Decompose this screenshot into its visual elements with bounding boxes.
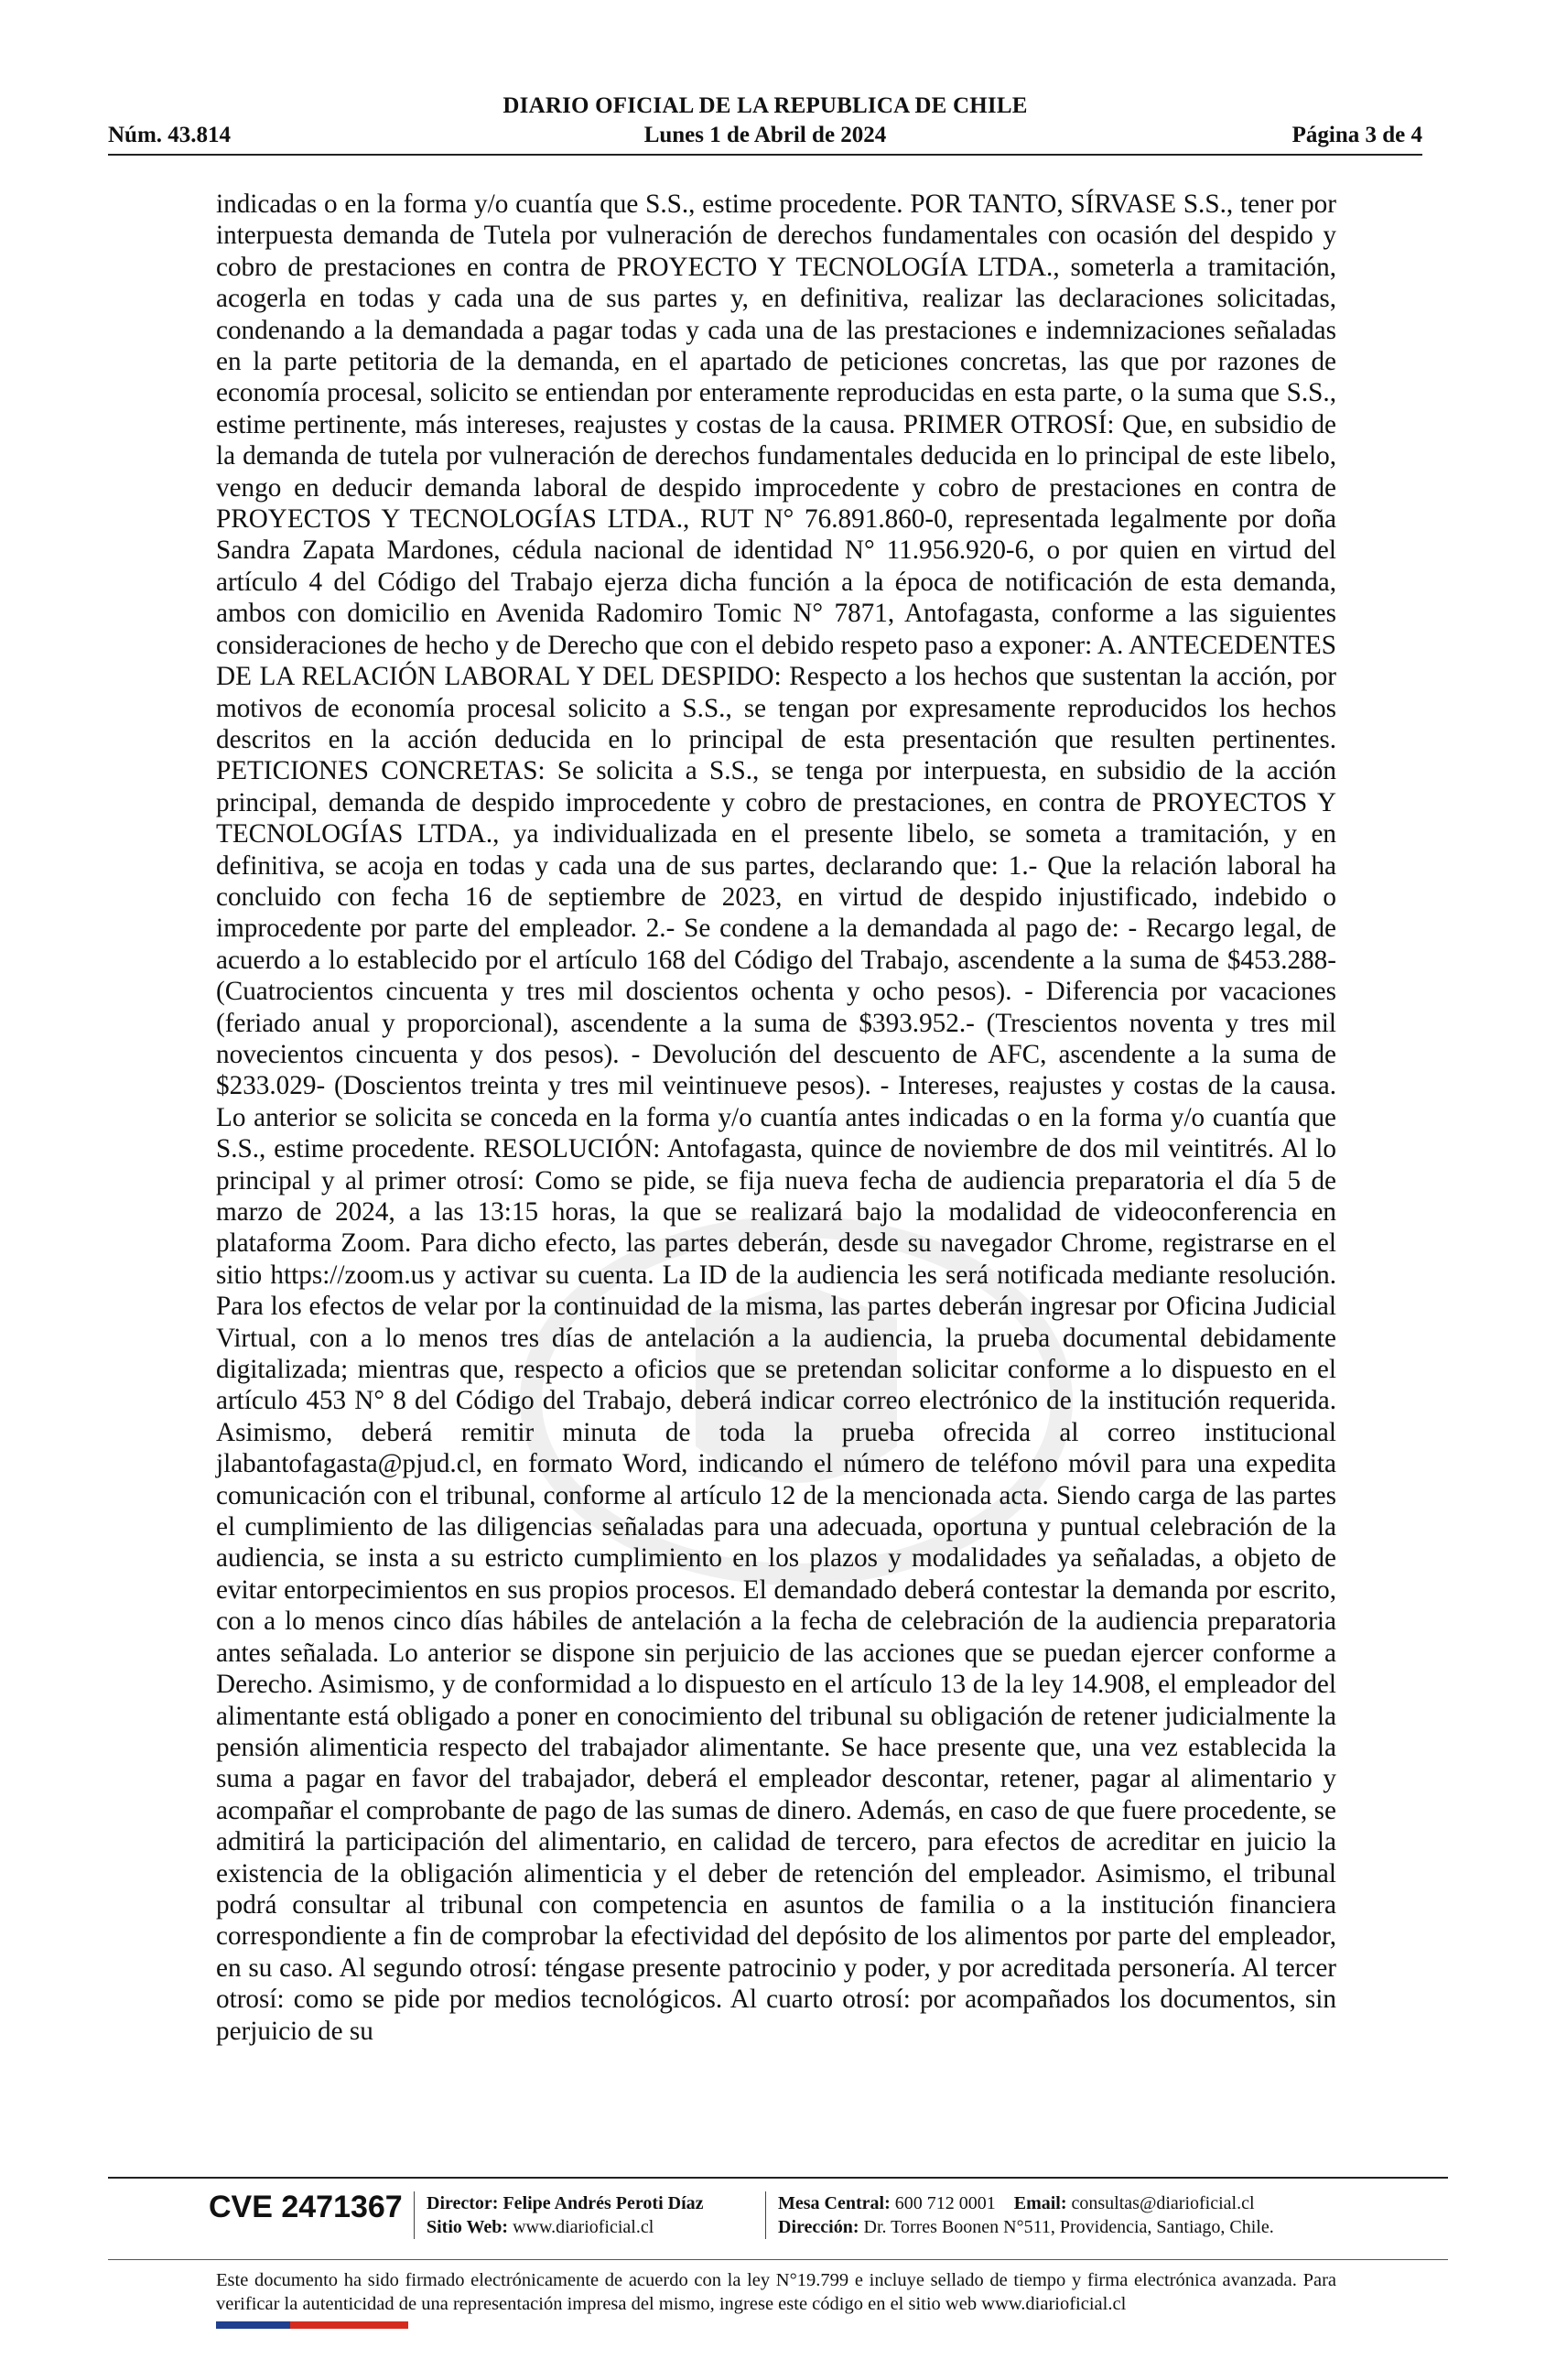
- issue-date: Lunes 1 de Abril de 2024: [643, 123, 887, 147]
- page-header: [108, 92, 1422, 152]
- header-divider: [108, 154, 1422, 156]
- email-label: Email:: [1013, 2193, 1067, 2213]
- direccion-value: Dr. Torres Boonen N°511, Providencia, Santiago, Chile.: [863, 2217, 1274, 2237]
- chile-flag-stripe-icon: [216, 2321, 408, 2329]
- direccion-label: Dirección:: [778, 2217, 859, 2237]
- email-link[interactable]: consultas@diarioficial.cl: [1071, 2193, 1255, 2213]
- page-indicator: Página 3 de 4: [1291, 123, 1422, 147]
- document-body: indicadas o en la forma y/o cuantía que S.S., estime procedente. POR TANTO, SÍRVASE S.S., tener por interpuesta demanda de Tutela por vulneración de derechos fundamentales con ocasión del despido y cobro de prestaciones en contra de PROYECTO Y TECNOLOGÍA LTDA., someterla a tramitación, acogerla en todas y cada una de sus partes y, en definitiva, realizar las declaraciones solicitadas, condenando a la demandada a pagar todas y cada una de las prestaciones e indemnizaciones señaladas en la parte petitoria de la demanda, en el apartado de peticiones concretas, las que por razones de economía procesal, solicito se entiendan por enteramente reproducidas en esta parte, o la suma que S.S., estime pertinente, más intereses, reajustes y costas de la causa. PRIMER OTROSÍ: Que, en subsidio de la demanda de tutela por vulneración de derechos fundamentales deducida en lo principal de este libelo, vengo en deducir demanda laboral de despido improcedente y cobro de prestaciones en contra de PROYECTOS Y TECNOLOGÍAS LTDA., RUT N° 76.891.860-0, representada legalmente por doña Sandra Zapata Mardones, cédula nacional de identidad N° 11.956.920-6, o por quien en virtud del artículo 4 del Código del Trabajo ejerza dicha función a la época de notificación de esta demanda, ambos con domicilio en Avenida Radomiro Tomic N° 7871, Antofagasta, conforme a las siguientes consideraciones de hecho y de Derecho que con el debido respeto paso a exponer: A. ANTECEDENTES DE LA RELACIÓN LABORAL Y DEL DESPIDO: Respecto a los hechos que sustentan la acción, por motivos de economía procesal solicito a S.S., se tengan por expresamente reproducidos los hechos descritos en la acción deducida en lo principal de esta presentación que resulten pertinentes. PETICIONES CONCRETAS: Se solicita a S.S., se tenga por interpuesta, en subsidio de la acción principal, demanda de despido improcedente y cobro de prestaciones, en contra de PROYECTOS Y TECNOLOGÍAS LTDA., ya individualizada en el presente libelo, se someta a tramitación, y en definitiva, se acoja en todas y cada una de sus partes, declarando que: 1.- Que la relación laboral ha concluido con fecha 16 de septiembre de 2023, en virtud de despido injustificado, indebido o improcedente por parte del empleador. 2.- Se condene a la demandada al pago de: - Recargo legal, de acuerdo a lo establecido por el artículo 168 del Código del Trabajo, ascendente a la suma de $453.288- (Cuatrocientos cincuenta y tres mil doscientos ochenta y ocho pesos). - Diferencia por vacaciones (feriado anual y proporcional), ascendente a la suma de $393.952.- (Trescientos noventa y tres mil novecientos cincuenta y dos pesos). - Devolución del descuento de AFC, ascendente a la suma de $233.029- (Doscientos treinta y tres mil veintinueve pesos). - Intereses, reajustes y costas de la causa. Lo anterior se solicita se conceda en la forma y/o cuantía antes indicadas o en la forma y/o cuantía que S.S., estime procedente. RESOLUCIÓN: Antofagasta, quince de noviembre de dos mil veintitrés. Al lo principal y al primer otrosí: Como se pide, se fija nueva fecha de audiencia preparatoria el día 5 de marzo de 2024, a las 13:15 horas, la que se realizará bajo la modalidad de videoconferencia en plataforma Zoom. Para dicho efecto, las partes deberán, desde su navegador Chrome, registrarse en el sitio https://zoom.us y activar su cuenta. La ID de la audiencia les será notificada mediante resolución. Para los efectos de velar por la continuidad de la misma, las partes deberán ingresar por Oficina Judicial Virtual, con a lo menos tres días de antelación a la audiencia, la prueba documental debidamente digitalizada; mientras que, respecto a oficios que se pretendan solicitar conforme a lo dispuesto en el artículo 453 N° 8 del Código del Trabajo, deberá indicar correo electrónico de la institución requerida. Asimismo, deberá remitir minuta de toda la prueba ofrecida al correo institucional jlabantofagasta@pjud.cl, en formato Word, indicando el número de teléfono móvil para una expedita comunicación con el tribunal, conforme al artículo 12 de la mencionada acta. Siendo carga de las partes el cumplimiento de las diligencias señaladas para una adecuada, oportuna y puntual celebración de la audiencia, se insta a su estricto cumplimiento en los plazos y modalidades ya señaladas, a objeto de evitar entorpecimientos en sus propios procesos. El demandado deberá contestar la demanda por escrito, con a lo menos cinco días hábiles de antelación a la fecha de celebración de la audiencia preparatoria antes señalada. Lo anterior se dispone sin perjuicio de las acciones que se puedan ejercer conforme a Derecho. Asimismo, y de conformidad a lo dispuesto en el artículo 13 de la ley 14.908, el empleador del alimentante está obligado a poner en conocimiento del tribunal su obligación de retener judicialmente la pensión alimenticia respecto del trabajador alimentante. Se hace presente que, una vez establecida la suma a pagar en favor del trabajador, deberá el empleador descontar, retener, pagar al alimentario y acompañar el comprobante de pago de las sumas de dinero. Además, en caso de que fuere procedente, se admitirá la participación del alimentario, en calidad de tercero, para efectos de acreditar en juicio la existencia de la obligación alimenticia y el deber de retención del empleador. Asimismo, el tribunal podrá consultar al tribunal con competencia en asuntos de familia o a la institución financiera correspondiente a fin de comprobar la efectividad del depósito de los alimentos por parte del empleador, en su caso. Al segundo otrosí: téngase presente patrocinio y poder, y por acreditada personería. Al tercer otrosí: como se pide por medios tecnológicos. Al cuarto otrosí: por acompañados los documentos, sin perjuicio de su: [216, 189, 1336, 2046]
- web-link[interactable]: www.diarioficial.cl: [513, 2217, 654, 2237]
- footer-contact-block: [778, 2191, 1274, 2239]
- flag-blue-stripe: [216, 2321, 290, 2329]
- mesa-phone: 600 712 0001: [894, 2193, 996, 2213]
- electronic-signature-note: Este documento ha sido firmado electrónicamente de acuerdo con la ley N°19.799 e incluye sellado de tiempo y firma electrónica avanzada. Para verificar la autenticidad de una representación impresa del mismo, ingrese este código en el sitio web www.diarioficial.cl: [216, 2270, 1336, 2314]
- footer-divider: [108, 2177, 1448, 2179]
- footer-divider-lower: [108, 2259, 1448, 2260]
- issue-number: Núm. 43.814: [108, 123, 232, 147]
- footer-director-block: [427, 2191, 704, 2239]
- web-label: Sitio Web:: [427, 2217, 509, 2237]
- publication-title: DIARIO OFICIAL DE LA REPUBLICA DE CHILE: [502, 93, 1028, 118]
- cve-code: CVE 2471367: [209, 2190, 403, 2224]
- footer-separator: [414, 2191, 415, 2239]
- director-label: Director:: [427, 2193, 499, 2213]
- footer-separator: [765, 2191, 766, 2239]
- director-name: Felipe Andrés Peroti Díaz: [502, 2193, 704, 2213]
- mesa-label: Mesa Central:: [778, 2193, 891, 2213]
- flag-red-stripe: [290, 2321, 408, 2329]
